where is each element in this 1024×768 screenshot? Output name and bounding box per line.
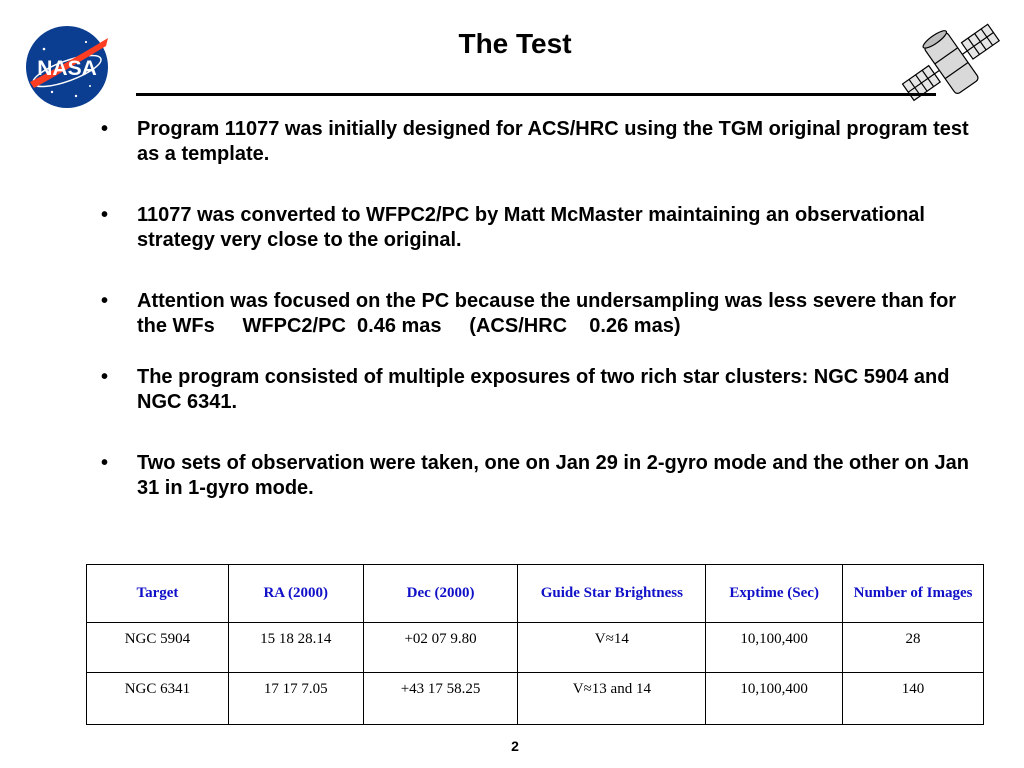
bullet-item: • 11077 was converted to WFPC2/PC by Matt McMaster maintaining an observational strategy very close to the original. xyxy=(101,203,981,253)
table-cell: V≈14 xyxy=(518,623,706,673)
table-cell: 10,100,400 xyxy=(706,673,843,725)
table-cell: 28 xyxy=(843,623,984,673)
bullet-item: • Program 11077 was initially designed for ACS/HRC using the TGM original program test as a template. xyxy=(101,117,981,167)
table-row xyxy=(87,623,984,673)
bullet-item: • The program consisted of multiple exposures of two rich star clusters: NGC 5904 and NGC 6341. xyxy=(101,365,981,415)
column-header: Target xyxy=(87,565,229,623)
column-header: Guide Star Brightness xyxy=(518,565,706,623)
column-header: Dec (2000) xyxy=(363,565,518,623)
table-cell: +43 17 58.25 xyxy=(363,673,518,725)
table-cell: NGC 6341 xyxy=(87,673,229,725)
page-number: 2 xyxy=(511,738,519,754)
table-cell: NGC 5904 xyxy=(87,623,229,673)
table-cell: +02 07 9.80 xyxy=(363,623,518,673)
table-cell: 15 18 28.14 xyxy=(228,623,363,673)
column-header: Exptime (Sec) xyxy=(706,565,843,623)
bullet-item: • Attention was focused on the PC because the undersampling was less severe than for the WFs WFPC2/PC 0.46 mas (ACS/HRC 0.26 mas) xyxy=(101,289,981,339)
table-cell: V≈13 and 14 xyxy=(518,673,706,725)
column-header: RA (2000) xyxy=(228,565,363,623)
observation-table xyxy=(86,564,984,725)
column-header: Number of Images xyxy=(843,565,984,623)
table-cell: 10,100,400 xyxy=(706,623,843,673)
table-cell: 17 17 7.05 xyxy=(228,673,363,725)
hubble-telescope-icon xyxy=(898,14,1006,114)
table-cell: 140 xyxy=(843,673,984,725)
table-header-row xyxy=(87,565,984,623)
page-title: The Test xyxy=(458,28,572,59)
bullet-list xyxy=(101,117,981,537)
nasa-logo-text: NASA xyxy=(37,57,97,80)
bullet-item: • Two sets of observation were taken, one on Jan 29 in 2-gyro mode and the other on Jan 31 in 1-gyro mode. xyxy=(101,451,981,501)
title-underline xyxy=(136,93,936,96)
table-row xyxy=(87,673,984,725)
